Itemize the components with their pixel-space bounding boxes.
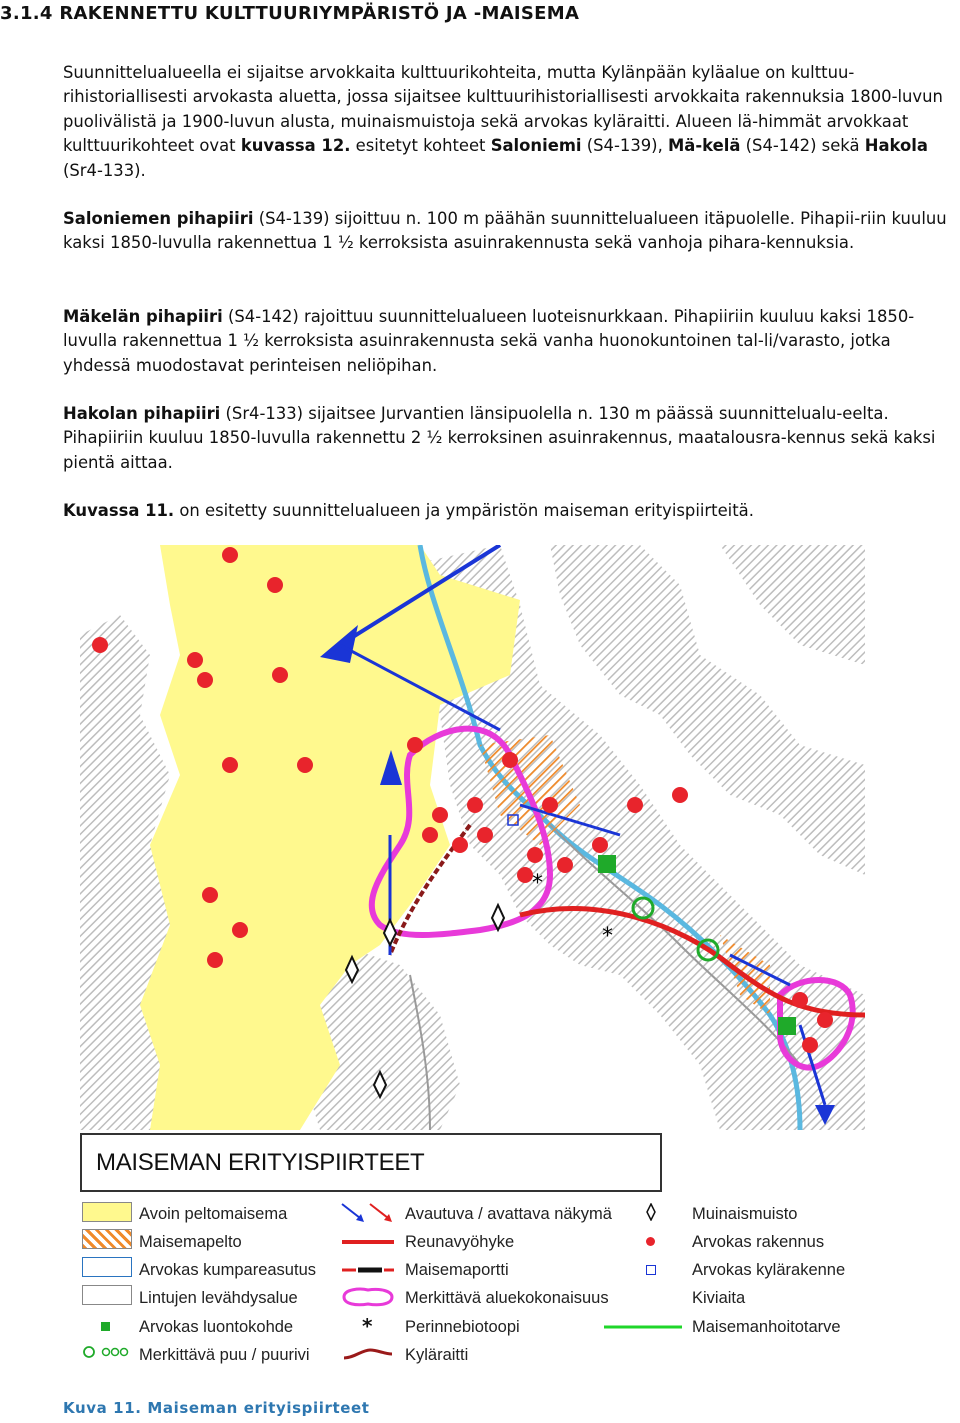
bold-site: Mä-kelä bbox=[668, 136, 741, 156]
text: (S4-142) sekä bbox=[740, 136, 865, 156]
village-road-symbol bbox=[340, 1346, 396, 1362]
legend-label: Lintujen levähdysalue bbox=[139, 1289, 298, 1307]
legend-label: Arvokas luontokohde bbox=[139, 1318, 294, 1336]
heritage-biotope-marker: * bbox=[602, 924, 613, 949]
legend-label: Reunavyöhyke bbox=[405, 1233, 515, 1251]
bold-ref: kuvassa 12. bbox=[240, 136, 351, 156]
paragraph-figure-ref bbox=[63, 499, 958, 523]
legend-label: Kyläraitti bbox=[405, 1346, 469, 1364]
bold-site: Hakolan pihapiiri bbox=[63, 404, 221, 423]
landscape-field-swatch bbox=[82, 1229, 132, 1249]
text: (S4-142) rajoittuu suunnittelualueen luoteisnurkkaan. Pihapiiriin kuuluu kaksi 1850-luvulla rakennettua 1 ½ kerroksista asuinrakennusta sekä vanha huonokuntoinen tal-li/varasto, jotka yhdessä muodostavat perinteisen neliöpihan. bbox=[63, 307, 915, 375]
legend-label: Merkittävä puu / puurivi bbox=[139, 1346, 310, 1364]
paragraph-makela bbox=[63, 305, 958, 378]
natural-site-marker bbox=[778, 1017, 796, 1035]
bold-ref: Kuvassa 11. bbox=[63, 501, 175, 520]
text: (Sr4-133) sijaitsee Jurvantien länsipuolella n. 130 m päässä suunnittelualu-eelta. Pihapiiriin kuuluu 1850-luvulla rakennettu 2 ½ kerroksinen asuinrakennus, maatalousra-kennus sekä kaksi pientä aittaa. bbox=[63, 404, 936, 472]
text: Suunnittelualueella ei sijaitse arvokkaita kulttuurikohteita, mutta Kylänpään kyläalue on kulttuu-rihistoriallisesti arvokasta aluetta, jossa sijaitsee kulttuurihistoriallisesti arvokkaita rakennuksia 1800-luvun puolivälistä ja 1900-luvun alusta, muinaismuistoja sekä arvokas kyläraitti. Alueen lä-himmät arvokkaat kulttuurikohteet ovat bbox=[63, 63, 943, 156]
paragraph-hakola bbox=[63, 402, 958, 475]
legend-label: Maisemaportti bbox=[405, 1261, 509, 1279]
legend-title: MAISEMAN ERITYISPIIRTEET bbox=[96, 1149, 425, 1176]
figure-caption: Kuva 11. Maiseman erityispiirteet bbox=[63, 1399, 370, 1417]
landscape-gate-symbol bbox=[340, 1263, 396, 1277]
text: on esitetty suunnittelualueen ja ympäristön maiseman erityispiirteitä. bbox=[174, 501, 754, 520]
antiquity-symbol bbox=[645, 1203, 657, 1221]
village-structure-symbol bbox=[646, 1265, 656, 1275]
natural-site-symbol bbox=[101, 1322, 110, 1331]
legend-label: Arvokas kylärakenne bbox=[692, 1261, 846, 1279]
bold-site: Saloniemi bbox=[490, 136, 582, 156]
landscape-care-symbol bbox=[602, 1322, 684, 1332]
legend-label: Perinnebiotoopi bbox=[405, 1318, 520, 1336]
text: (S4-139) sijoittuu n. 100 m päähän suunnittelualueen itäpuolelle. Pihapii-riin kuuluu kaksi 1850-luvulla rakennettua 1 ½ kerroksista asuinrakennusta sekä vanhoja pihara-kennuksia. bbox=[63, 209, 947, 253]
legend-label: Maisemapelto bbox=[139, 1233, 242, 1251]
bold-site: Mäkelän pihapiiri bbox=[63, 307, 223, 326]
legend-label: Avoin peltomaisema bbox=[139, 1205, 288, 1223]
legend-label: Maisemanhoitotarve bbox=[692, 1318, 841, 1336]
text: (Sr4-133). bbox=[63, 160, 146, 180]
important-area-symbol bbox=[340, 1286, 396, 1308]
stone-wall-symbol bbox=[640, 1292, 685, 1302]
heritage-biotope-symbol: * bbox=[362, 1314, 373, 1338]
map-legend-title-box bbox=[80, 1133, 662, 1192]
legend-label: Kiviaita bbox=[692, 1289, 746, 1307]
legend-label: Merkittävä aluekokonaisuus bbox=[405, 1289, 609, 1307]
natural-site-marker bbox=[598, 855, 616, 873]
edge-zone-symbol bbox=[340, 1236, 396, 1248]
legend-label: Muinaismuisto bbox=[692, 1205, 798, 1223]
bird-resting-swatch bbox=[82, 1285, 132, 1305]
paragraph-saloniemi bbox=[63, 207, 958, 256]
legend-label: Avautuva / avattava näkymä bbox=[405, 1205, 612, 1223]
hill-settlement-swatch bbox=[82, 1257, 132, 1277]
section-heading: 3.1.4 RAKENNETTU KULTTUURIYMPÄRISTÖ JA -MAISEMA bbox=[0, 3, 580, 24]
tree-row-symbol bbox=[82, 1344, 132, 1360]
landscape-map bbox=[80, 545, 865, 1130]
open-field-swatch bbox=[82, 1202, 132, 1222]
paragraph-intro bbox=[63, 61, 958, 183]
legend-label: Arvokas kumpareasutus bbox=[139, 1261, 316, 1279]
valuable-building-symbol bbox=[646, 1237, 655, 1246]
view-arrow-symbol bbox=[340, 1200, 396, 1228]
text: (S4-139), bbox=[581, 136, 668, 156]
legend-label: Arvokas rakennus bbox=[692, 1233, 825, 1251]
bold-site: Saloniemen pihapiiri bbox=[63, 209, 254, 228]
heritage-biotope-marker: * bbox=[532, 871, 543, 896]
bold-site: Hakola bbox=[864, 136, 928, 156]
text: esitetyt kohteet bbox=[350, 136, 491, 156]
